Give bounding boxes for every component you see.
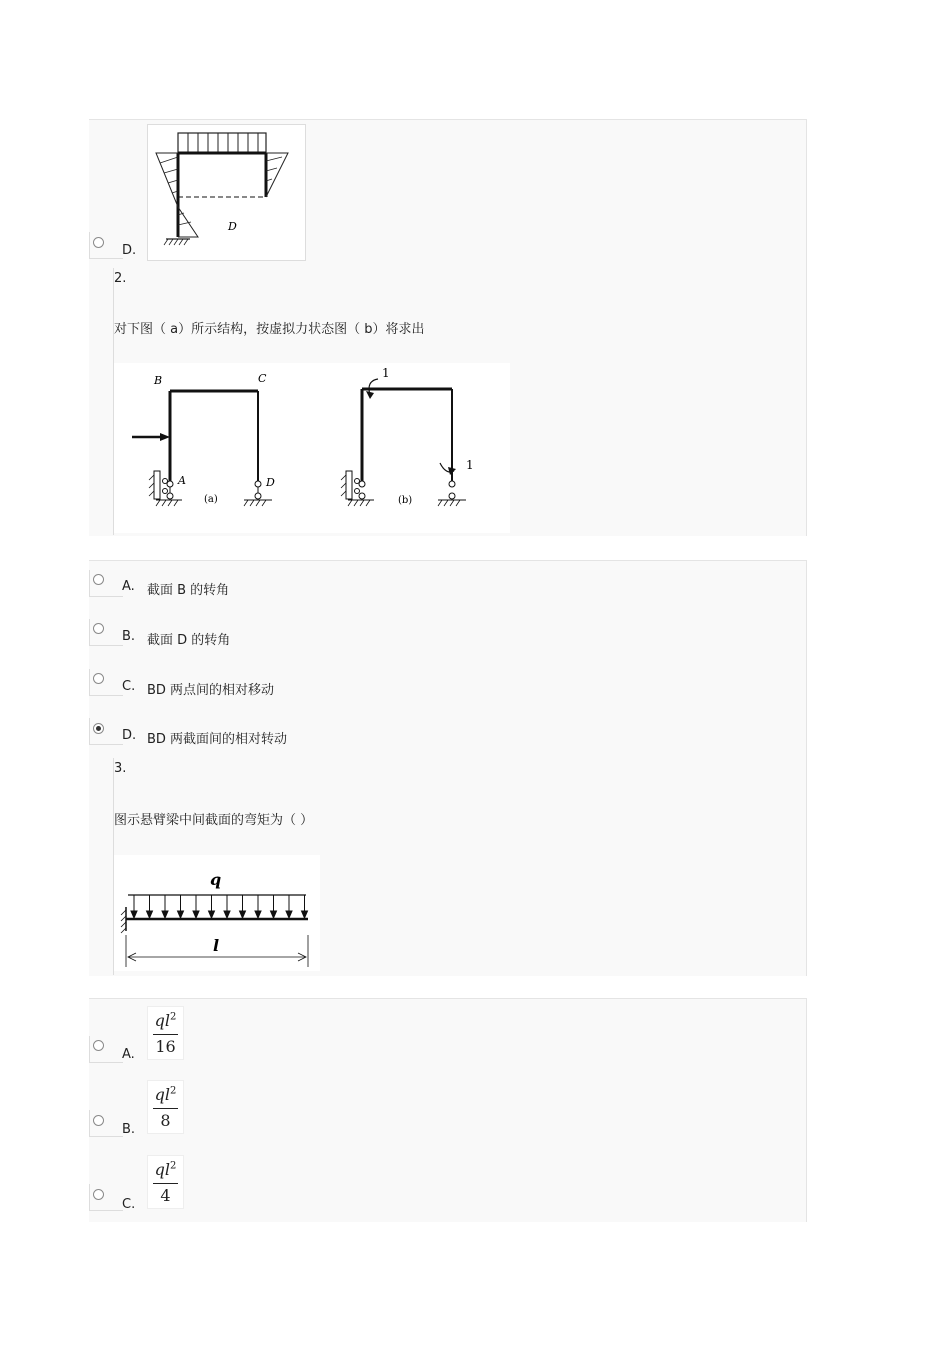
q2-option-a-text: 截面 B 的转角 — [147, 583, 230, 598]
load-arrow-head — [255, 911, 261, 918]
label-a: A — [178, 474, 186, 487]
question-panel-3 — [89, 998, 807, 1222]
q2-option-d-radio[interactable] — [93, 723, 104, 734]
formula-exponent: 2 — [169, 1011, 177, 1023]
q2-option-b-radio[interactable] — [93, 623, 104, 634]
q2-figure — [114, 363, 510, 533]
q2-option-d-label: D. — [122, 728, 137, 743]
load-arrow-head — [193, 911, 199, 918]
label-unit-moment-2: 1 — [466, 458, 474, 472]
load-arrow-head — [162, 911, 168, 918]
cantilever-beam-figure — [114, 855, 320, 971]
label-fig-b: (b) — [398, 495, 413, 506]
q2-option-c-radio[interactable] — [93, 673, 104, 684]
q2-number: 2. — [114, 271, 127, 286]
q2-option-d-text: BD 两截面间的相对转动 — [147, 732, 288, 747]
q2-option-c-text: BD 两点间的相对移动 — [147, 683, 275, 698]
label-b: B — [154, 374, 163, 387]
label-c: C — [258, 372, 267, 385]
frame-structure-figure — [114, 363, 510, 533]
load-arrow-head — [178, 911, 184, 918]
load-arrow-head — [131, 911, 137, 918]
length-label-l: l — [213, 936, 220, 955]
q2-option-b-text: 截面 D 的转角 — [147, 633, 231, 648]
q2-option-b-label: B. — [122, 629, 136, 644]
load-arrow-head — [240, 911, 246, 918]
load-arrow-head — [302, 911, 308, 918]
q3-figure — [114, 855, 320, 971]
q2-option-c-label: C. — [122, 679, 136, 694]
q3-option-c-label: C. — [122, 1197, 136, 1212]
q3-option-b-radio[interactable] — [93, 1115, 104, 1126]
load-arrow-head — [286, 911, 292, 918]
formula-denominator: 16 — [155, 1037, 176, 1056]
moment-diagram-figure — [148, 125, 305, 260]
q2-option-a-radio[interactable] — [93, 574, 104, 585]
formula-numerator: ql — [154, 1085, 170, 1104]
formula-numerator: ql — [154, 1011, 170, 1030]
fraction-bar — [153, 1034, 178, 1035]
formula-exponent: 2 — [169, 1160, 177, 1172]
q3-option-b-label: B. — [122, 1122, 136, 1137]
q3-number: 3. — [114, 761, 127, 776]
label-unit-moment-1: 1 — [382, 366, 390, 380]
q1-option-d-radio[interactable] — [93, 237, 104, 248]
formula-exponent: 2 — [169, 1085, 177, 1097]
load-label-q: q — [210, 870, 222, 889]
q3-option-b-formula — [147, 1080, 184, 1134]
load-arrow-head — [224, 911, 230, 918]
label-d: D — [266, 476, 275, 489]
fraction-bar — [153, 1108, 178, 1109]
load-arrow-head — [271, 911, 277, 918]
load-arrow-head — [209, 911, 215, 918]
q3-option-c-radio[interactable] — [93, 1189, 104, 1200]
q3-option-a-formula — [147, 1006, 184, 1060]
q3-option-a-radio[interactable] — [93, 1040, 104, 1051]
load-arrow-head — [147, 911, 153, 918]
q3-option-a-label: A. — [122, 1047, 135, 1062]
q3-option-c-formula — [147, 1155, 184, 1209]
formula-denominator: 8 — [160, 1111, 171, 1130]
figure-label-d: D — [228, 220, 237, 233]
formula-numerator: ql — [154, 1160, 170, 1179]
q3-stem: 图示悬臂梁中间截面的弯矩为（ ） — [114, 813, 314, 828]
label-fig-a: (a) — [204, 494, 218, 505]
q2-stem: 对下图（ a）所示结构，按虚拟力状态图（ b）将求出 — [114, 322, 425, 337]
q1-option-d-figure — [147, 124, 306, 261]
fraction-bar — [153, 1183, 178, 1184]
q2-option-a-label: A. — [122, 579, 135, 594]
q1-option-d-label: D. — [122, 243, 137, 258]
formula-denominator: 4 — [160, 1186, 171, 1205]
